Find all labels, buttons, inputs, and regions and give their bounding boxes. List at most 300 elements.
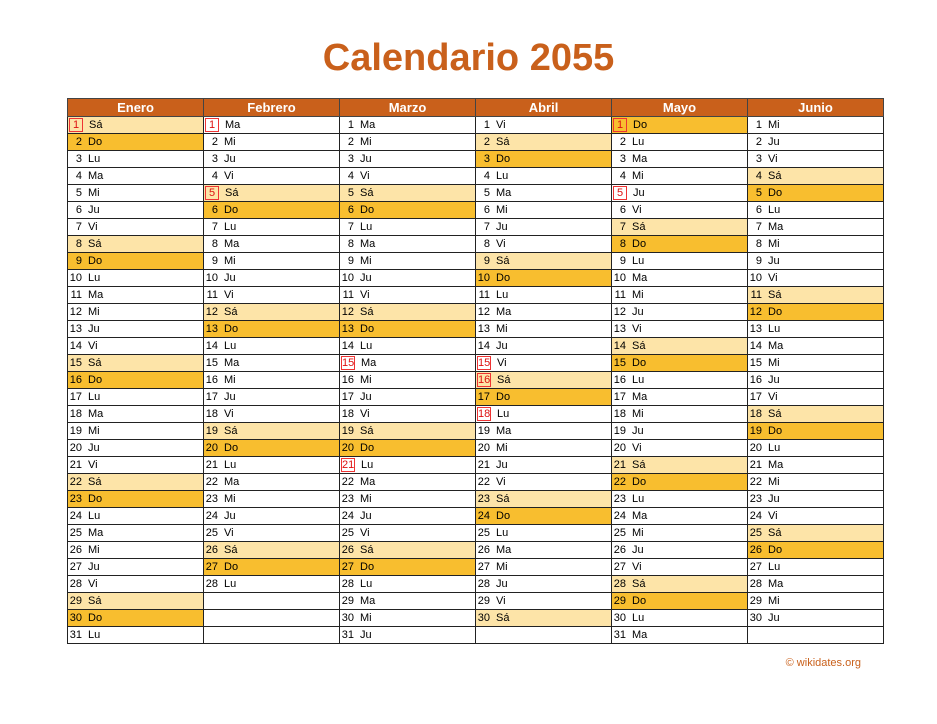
day-number: 3	[75, 152, 82, 165]
day-number: 7	[755, 220, 762, 233]
weekday-label: Sá	[88, 356, 102, 369]
day-number: 9	[75, 254, 82, 267]
day-cell	[612, 491, 748, 508]
weekday-label: Do	[768, 186, 783, 199]
weekday-label: Lu	[224, 220, 237, 233]
weekday-label: Ma	[88, 407, 104, 420]
day-row	[68, 389, 884, 406]
day-cell	[748, 236, 884, 253]
day-cell	[204, 508, 340, 525]
weekday-label: Vi	[632, 441, 642, 454]
day-number: 30	[749, 611, 762, 624]
day-cell	[476, 576, 612, 593]
day-cell	[748, 134, 884, 151]
weekday-label: Ma	[360, 594, 376, 607]
empty-cell	[204, 610, 340, 627]
day-number: 28	[205, 577, 218, 590]
day-cell	[204, 542, 340, 559]
day-row	[68, 491, 884, 508]
day-number: 21	[477, 458, 490, 471]
day-number: 7	[75, 220, 82, 233]
day-cell	[748, 202, 884, 219]
weekday-label: Lu	[88, 271, 101, 284]
weekday-label: Ma	[361, 356, 377, 369]
weekday-label: Mi	[496, 203, 508, 216]
day-cell	[612, 355, 748, 372]
day-number: 10	[205, 271, 218, 284]
day-cell	[748, 117, 884, 134]
day-number: 14	[205, 339, 218, 352]
day-number: 10	[477, 271, 490, 284]
weekday-label: Vi	[497, 356, 507, 369]
day-cell	[204, 253, 340, 270]
day-cell	[748, 576, 884, 593]
day-cell	[340, 168, 476, 185]
footer-credit: © wikidates.org	[785, 657, 861, 669]
weekday-label: Sá	[224, 424, 238, 437]
day-number: 2	[619, 135, 626, 148]
day-cell	[612, 474, 748, 491]
day-number: 14	[477, 339, 490, 352]
holiday-day-number: 5	[613, 186, 627, 200]
weekday-label: Mi	[224, 254, 236, 267]
day-row	[68, 525, 884, 542]
weekday-label: Do	[632, 594, 647, 607]
weekday-label: Ma	[224, 237, 240, 250]
day-cell	[476, 440, 612, 457]
weekday-label: Lu	[768, 560, 781, 573]
weekday-label: Vi	[360, 169, 370, 182]
day-cell	[748, 185, 884, 202]
weekday-label: Vi	[496, 475, 506, 488]
day-number: 26	[341, 543, 354, 556]
day-cell	[340, 457, 476, 474]
day-number: 31	[613, 628, 626, 641]
day-number: 18	[613, 407, 626, 420]
day-number: 22	[477, 475, 490, 488]
day-cell	[476, 151, 612, 168]
weekday-label: Vi	[360, 407, 370, 420]
day-row	[68, 440, 884, 457]
day-cell	[612, 185, 748, 202]
day-cell	[476, 219, 612, 236]
weekday-label: Ma	[496, 305, 512, 318]
weekday-label: Mi	[360, 611, 372, 624]
day-number: 23	[749, 492, 762, 505]
day-cell	[340, 372, 476, 389]
day-cell	[612, 202, 748, 219]
weekday-label: Vi	[88, 577, 98, 590]
day-number: 25	[69, 526, 82, 539]
day-cell	[748, 355, 884, 372]
day-cell	[340, 542, 476, 559]
holiday-day-number: 5	[205, 186, 219, 200]
weekday-label: Sá	[88, 475, 102, 488]
day-cell	[748, 151, 884, 168]
weekday-label: Sá	[224, 543, 238, 556]
day-row	[68, 457, 884, 474]
day-number: 27	[341, 560, 354, 573]
weekday-label: Do	[224, 203, 239, 216]
weekday-label: Mi	[632, 526, 644, 539]
weekday-label: Do	[768, 424, 783, 437]
weekday-label: Ju	[496, 220, 508, 233]
weekday-label: Ju	[360, 509, 372, 522]
weekday-label: Sá	[496, 135, 510, 148]
day-number: 8	[483, 237, 490, 250]
weekday-label: Ju	[224, 271, 236, 284]
weekday-label: Lu	[496, 526, 509, 539]
day-cell	[476, 185, 612, 202]
day-cell	[340, 321, 476, 338]
day-cell	[748, 423, 884, 440]
weekday-label: Lu	[88, 152, 101, 165]
day-row	[68, 287, 884, 304]
day-number: 5	[75, 186, 82, 199]
day-number: 30	[69, 611, 82, 624]
day-cell	[476, 559, 612, 576]
day-cell	[748, 542, 884, 559]
day-number: 30	[341, 611, 354, 624]
day-cell	[612, 406, 748, 423]
day-cell	[68, 508, 204, 525]
day-number: 16	[749, 373, 762, 386]
day-number: 25	[477, 526, 490, 539]
weekday-label: Ju	[88, 203, 100, 216]
day-number: 6	[755, 203, 762, 216]
weekday-label: Do	[496, 271, 511, 284]
weekday-label: Lu	[224, 339, 237, 352]
day-cell	[68, 338, 204, 355]
day-cell	[612, 338, 748, 355]
day-number: 1	[347, 118, 354, 131]
weekday-label: Mi	[224, 373, 236, 386]
weekday-label: Vi	[496, 237, 506, 250]
day-number: 15	[205, 356, 218, 369]
day-number: 17	[205, 390, 218, 403]
day-number: 5	[483, 186, 490, 199]
weekday-label: Mi	[632, 288, 644, 301]
day-number: 24	[613, 509, 626, 522]
day-row	[68, 134, 884, 151]
day-number: 14	[749, 339, 762, 352]
day-cell	[748, 559, 884, 576]
day-row	[68, 270, 884, 287]
day-cell	[68, 355, 204, 372]
day-cell	[68, 287, 204, 304]
weekday-label: Vi	[496, 118, 506, 131]
day-number: 16	[341, 373, 354, 386]
weekday-label: Ma	[632, 271, 648, 284]
weekday-label: Do	[224, 441, 239, 454]
weekday-label: Ju	[496, 339, 508, 352]
day-cell	[340, 491, 476, 508]
day-number: 12	[749, 305, 762, 318]
weekday-label: Mi	[768, 237, 780, 250]
day-cell	[612, 508, 748, 525]
weekday-label: Ju	[768, 135, 780, 148]
weekday-label: Sá	[89, 118, 103, 131]
weekday-label: Sá	[632, 577, 646, 590]
day-cell	[476, 253, 612, 270]
weekday-label: Lu	[360, 220, 373, 233]
weekday-label: Ma	[768, 220, 784, 233]
day-number: 28	[341, 577, 354, 590]
page-title: Calendario 2055	[322, 37, 615, 79]
day-number: 12	[69, 305, 82, 318]
day-number: 13	[69, 322, 82, 335]
weekday-label: Vi	[496, 594, 506, 607]
weekday-label: Mi	[632, 169, 644, 182]
day-cell	[612, 627, 748, 644]
day-cell	[204, 151, 340, 168]
day-row	[68, 202, 884, 219]
day-cell	[68, 168, 204, 185]
day-cell	[612, 593, 748, 610]
day-cell	[612, 576, 748, 593]
weekday-label: Mi	[88, 305, 100, 318]
weekday-label: Do	[632, 475, 647, 488]
day-cell	[748, 457, 884, 474]
day-number: 6	[483, 203, 490, 216]
day-cell	[68, 202, 204, 219]
weekday-label: Lu	[768, 322, 781, 335]
day-number: 22	[749, 475, 762, 488]
day-cell	[340, 202, 476, 219]
day-cell	[748, 270, 884, 287]
weekday-label: Vi	[632, 322, 642, 335]
day-cell	[340, 338, 476, 355]
holiday-day-number: 1	[205, 118, 219, 132]
day-cell	[748, 474, 884, 491]
day-cell	[748, 219, 884, 236]
day-number: 8	[619, 237, 626, 250]
day-number: 19	[341, 424, 354, 437]
day-cell	[340, 406, 476, 423]
day-cell	[68, 372, 204, 389]
day-cell	[340, 270, 476, 287]
weekday-label: Lu	[224, 458, 237, 471]
day-cell	[204, 219, 340, 236]
day-row	[68, 576, 884, 593]
day-number: 28	[477, 577, 490, 590]
calendar-table	[67, 98, 884, 644]
day-cell	[68, 593, 204, 610]
day-number: 17	[477, 390, 490, 403]
weekday-label: Sá	[496, 492, 510, 505]
day-number: 12	[205, 305, 218, 318]
day-cell	[340, 576, 476, 593]
weekday-label: Sá	[496, 254, 510, 267]
day-number: 16	[69, 373, 82, 386]
weekday-label: Sá	[632, 339, 646, 352]
day-number: 7	[347, 220, 354, 233]
day-number: 27	[613, 560, 626, 573]
weekday-label: Vi	[224, 407, 234, 420]
day-number: 24	[749, 509, 762, 522]
day-number: 19	[69, 424, 82, 437]
day-number: 25	[749, 526, 762, 539]
weekday-label: Sá	[496, 611, 510, 624]
day-cell	[612, 559, 748, 576]
month-header-abril: Abril	[476, 99, 612, 117]
day-cell	[68, 185, 204, 202]
day-cell	[340, 593, 476, 610]
weekday-label: Do	[768, 305, 783, 318]
day-number: 10	[749, 271, 762, 284]
day-cell	[476, 593, 612, 610]
empty-cell	[476, 627, 612, 644]
day-number: 20	[477, 441, 490, 454]
weekday-label: Ma	[88, 288, 104, 301]
weekday-label: Lu	[632, 135, 645, 148]
day-cell	[748, 440, 884, 457]
weekday-label: Do	[768, 543, 783, 556]
month-header-marzo: Marzo	[340, 99, 476, 117]
day-number: 9	[211, 254, 218, 267]
day-cell	[476, 474, 612, 491]
day-number: 19	[205, 424, 218, 437]
day-cell	[204, 355, 340, 372]
holiday-day-number: 18	[478, 408, 491, 420]
day-number: 11	[614, 288, 626, 301]
day-cell	[476, 304, 612, 321]
day-number: 7	[483, 220, 490, 233]
day-number: 6	[75, 203, 82, 216]
day-cell	[476, 610, 612, 627]
day-number: 16	[613, 373, 626, 386]
day-cell	[748, 406, 884, 423]
month-header-row	[68, 99, 884, 117]
day-number: 29	[341, 594, 354, 607]
day-row	[68, 338, 884, 355]
day-number: 24	[69, 509, 82, 522]
day-cell	[748, 338, 884, 355]
weekday-label: Ju	[633, 186, 645, 199]
weekday-label: Sá	[88, 237, 102, 250]
day-number: 7	[619, 220, 626, 233]
day-number: 13	[613, 322, 626, 335]
day-number: 7	[211, 220, 218, 233]
weekday-label: Do	[496, 509, 511, 522]
day-cell	[204, 457, 340, 474]
day-cell	[68, 270, 204, 287]
day-cell	[476, 168, 612, 185]
day-number: 21	[205, 458, 218, 471]
weekday-label: Mi	[768, 475, 780, 488]
day-cell	[204, 321, 340, 338]
day-cell	[340, 508, 476, 525]
day-cell	[748, 508, 884, 525]
day-cell	[204, 270, 340, 287]
weekday-label: Mi	[224, 135, 236, 148]
day-cell	[68, 542, 204, 559]
day-cell	[476, 287, 612, 304]
day-cell	[68, 304, 204, 321]
day-number: 25	[205, 526, 218, 539]
weekday-label: Mi	[360, 373, 372, 386]
day-cell	[748, 593, 884, 610]
weekday-label: Ma	[632, 390, 648, 403]
day-number: 6	[619, 203, 626, 216]
weekday-label: Do	[360, 441, 375, 454]
day-number: 29	[749, 594, 762, 607]
day-row	[68, 219, 884, 236]
day-number: 21	[69, 458, 82, 471]
day-cell	[68, 219, 204, 236]
day-cell	[204, 304, 340, 321]
day-cell	[204, 168, 340, 185]
weekday-label: Sá	[768, 288, 782, 301]
day-row	[68, 559, 884, 576]
weekday-label: Mi	[632, 407, 644, 420]
day-cell	[748, 287, 884, 304]
weekday-label: Sá	[497, 373, 511, 386]
day-cell	[340, 219, 476, 236]
weekday-label: Do	[632, 237, 647, 250]
weekday-label: Do	[496, 152, 511, 165]
day-number: 13	[205, 322, 218, 335]
day-cell	[748, 304, 884, 321]
day-cell	[340, 474, 476, 491]
day-cell	[68, 117, 204, 134]
day-number: 3	[211, 152, 218, 165]
day-cell	[204, 440, 340, 457]
day-row	[68, 372, 884, 389]
day-cell	[476, 525, 612, 542]
weekday-label: Sá	[360, 424, 374, 437]
day-row	[68, 321, 884, 338]
day-row	[68, 593, 884, 610]
weekday-label: Sá	[632, 220, 646, 233]
day-cell	[204, 338, 340, 355]
day-row	[68, 253, 884, 270]
day-number: 20	[69, 441, 82, 454]
day-number: 8	[211, 237, 218, 250]
day-number: 11	[342, 288, 354, 301]
weekday-label: Mi	[768, 356, 780, 369]
day-cell	[68, 610, 204, 627]
weekday-label: Lu	[496, 288, 509, 301]
weekday-label: Ma	[225, 118, 241, 131]
day-cell	[68, 134, 204, 151]
weekday-label: Lu	[768, 441, 781, 454]
day-cell	[340, 151, 476, 168]
day-cell	[204, 372, 340, 389]
weekday-label: Ju	[360, 271, 372, 284]
day-number: 13	[477, 322, 490, 335]
weekday-label: Mi	[88, 186, 100, 199]
weekday-label: Ju	[360, 152, 372, 165]
day-row	[68, 236, 884, 253]
day-cell	[68, 491, 204, 508]
day-number: 16	[205, 373, 218, 386]
day-number: 17	[341, 390, 354, 403]
day-number: 14	[613, 339, 626, 352]
day-cell	[476, 355, 612, 372]
day-row	[68, 355, 884, 372]
day-number: 24	[477, 509, 490, 522]
day-cell	[612, 423, 748, 440]
weekday-label: Sá	[768, 526, 782, 539]
weekday-label: Do	[632, 356, 647, 369]
day-cell	[68, 525, 204, 542]
day-number: 13	[749, 322, 762, 335]
weekday-label: Ma	[88, 169, 104, 182]
weekday-label: Vi	[360, 526, 370, 539]
day-number: 3	[483, 152, 490, 165]
day-cell	[612, 236, 748, 253]
